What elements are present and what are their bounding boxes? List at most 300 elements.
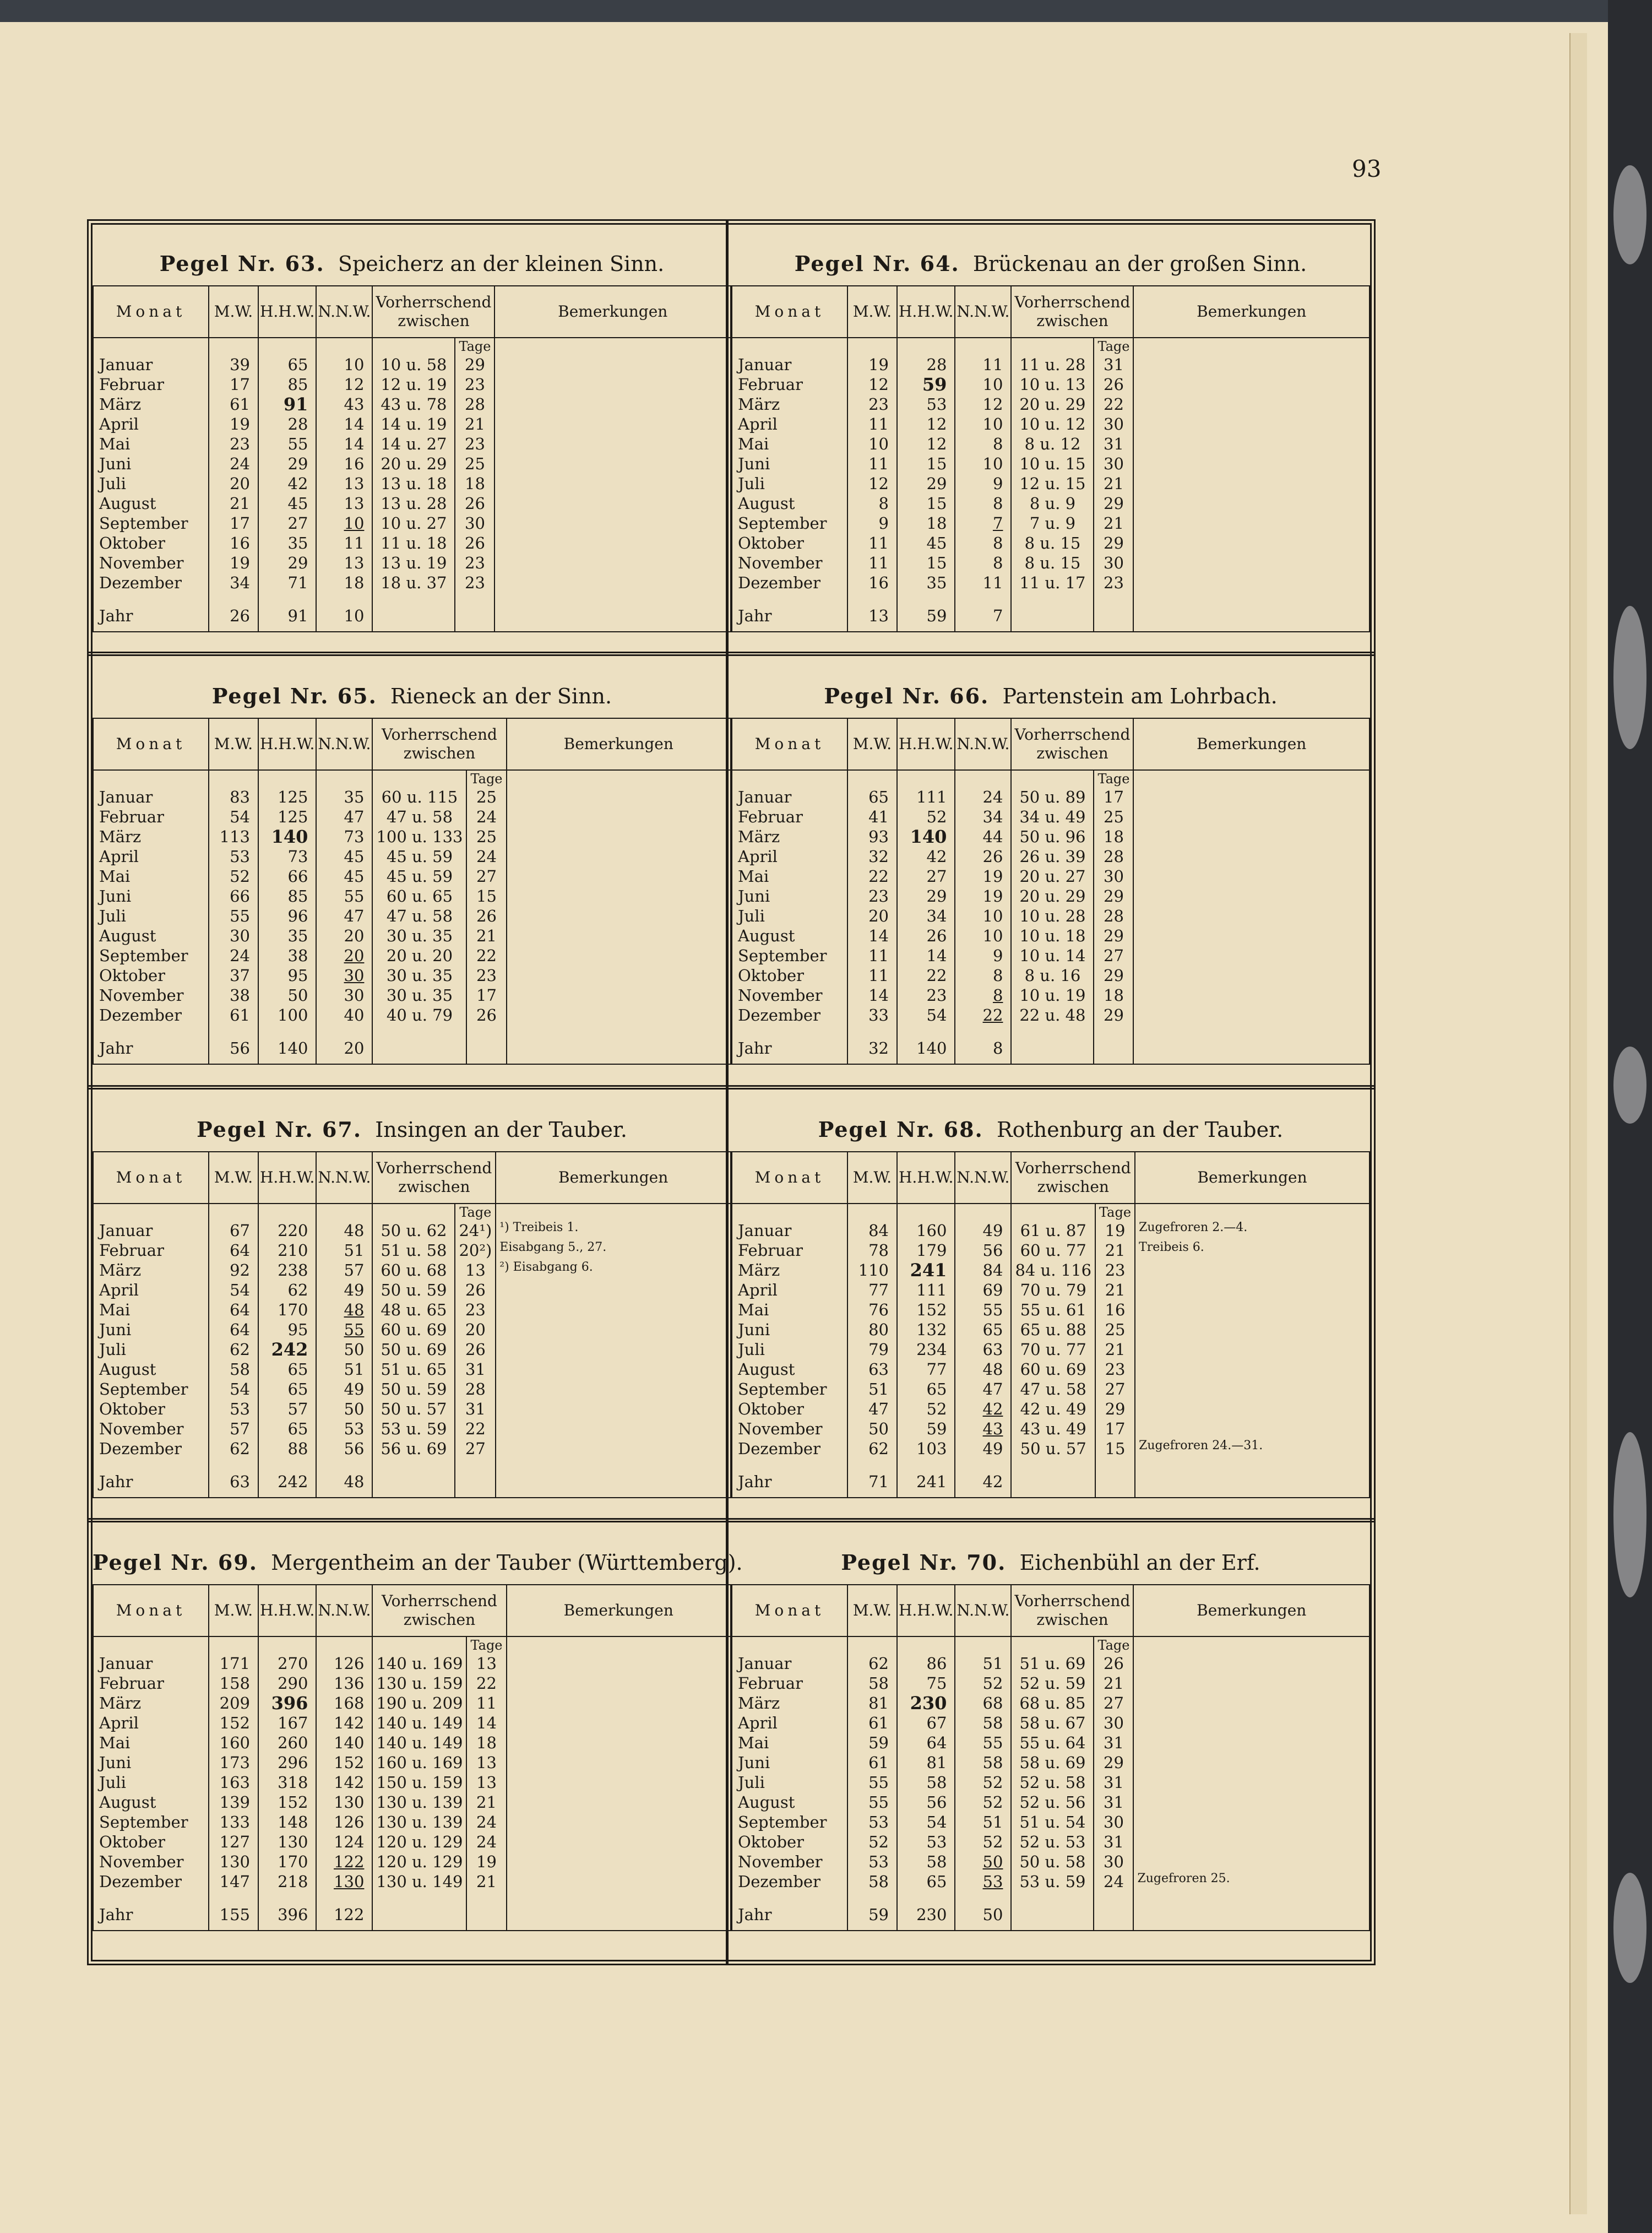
remarks-cell: [1133, 1733, 1370, 1753]
remarks-cell: [507, 866, 731, 886]
cell-value: März: [738, 1694, 780, 1712]
cell-value: 29: [926, 474, 947, 493]
table-cell: [258, 1221, 316, 1240]
table-cell: [955, 1379, 1011, 1399]
cell-value: 52 u. 53: [1019, 1833, 1086, 1851]
col-monat: Monat: [732, 718, 847, 770]
cell-value: 68: [982, 1694, 1003, 1712]
cell-value: Oktober: [738, 1833, 805, 1851]
table-cell: [847, 434, 897, 454]
cell-value: 14 u. 27: [381, 435, 447, 453]
cell-value: 30: [465, 514, 485, 533]
table-cell: [1094, 573, 1133, 593]
cell-value: 63: [982, 1340, 1003, 1359]
table-row: [93, 807, 731, 827]
cell-value: 80: [868, 1320, 889, 1339]
table-cell: [316, 1280, 372, 1300]
table-cell: [466, 1005, 506, 1025]
cell-value: August: [738, 494, 795, 513]
table-cell: [316, 375, 372, 394]
table-cell: [1011, 1792, 1094, 1812]
table-cell: [955, 1359, 1011, 1379]
cell-value: 84: [868, 1221, 889, 1240]
table-row: [93, 827, 731, 847]
remarks-cell: [1133, 1792, 1370, 1812]
cell-value: 43 u. 78: [381, 395, 447, 414]
table-cell: [897, 355, 955, 375]
remarks-cell: [1133, 513, 1370, 533]
cell-value: 100: [278, 1006, 308, 1025]
table-cell: [316, 946, 372, 966]
table-cell: [372, 1005, 466, 1025]
cell-value: 20 u. 27: [1019, 867, 1086, 886]
table-cell: [897, 1852, 955, 1872]
col-mw: M.W.: [209, 286, 258, 338]
table-cell: [258, 573, 316, 593]
table-cell: [258, 1733, 316, 1753]
cell-value: 27: [1104, 1694, 1124, 1712]
table-row: [732, 1280, 1370, 1300]
cell-value: 34: [982, 807, 1003, 826]
cell-value: 11: [476, 1694, 497, 1712]
cell-value: 29: [287, 454, 308, 473]
table-cell: [466, 886, 506, 906]
table-cell: [93, 513, 209, 533]
remarks-cell: [1133, 787, 1370, 807]
table-cell: [1011, 1320, 1095, 1340]
table-row: [732, 1753, 1370, 1773]
table-cell: [455, 494, 494, 513]
table-row: [93, 553, 731, 573]
table-cell: [372, 1359, 455, 1379]
remarks-cell: [1133, 906, 1370, 926]
cell-value: 7 u. 9: [1029, 514, 1076, 533]
table-cell: [847, 1379, 897, 1399]
table-cell: [897, 1340, 955, 1359]
cell-value: 95: [287, 1320, 308, 1339]
table-cell: [316, 1260, 372, 1280]
col-monat: Monat: [93, 1585, 209, 1636]
cell-value: 63: [868, 1360, 889, 1379]
remarks-cell: [1133, 827, 1370, 847]
table-cell: [1094, 1693, 1133, 1713]
cell-value: 85: [287, 375, 308, 394]
cell-value: 60 u. 77: [1020, 1241, 1086, 1260]
cell-value: 57: [230, 1419, 250, 1438]
table-cell: [1095, 1260, 1135, 1280]
table-cell: [455, 533, 494, 553]
cell-value: 58: [868, 1872, 889, 1891]
table-cell: [372, 1300, 455, 1320]
cell-value: 52: [926, 1400, 947, 1418]
table-cell: [93, 1792, 209, 1812]
cell-value: 43 u. 49: [1020, 1419, 1086, 1438]
table-cell: [93, 906, 209, 926]
table-row: [93, 454, 731, 474]
table-cell: [258, 946, 316, 966]
cell-value: 136: [334, 1674, 365, 1693]
table-cell: [258, 787, 316, 807]
cell-value: 152: [916, 1300, 947, 1319]
table-cell: [732, 1733, 847, 1753]
cell-value: 168: [334, 1694, 365, 1712]
cell-value: 60 u. 68: [381, 1261, 447, 1280]
cell-value: April: [99, 1714, 139, 1732]
year-value: 155: [209, 1899, 258, 1931]
cell-value: 81: [926, 1753, 947, 1772]
table-cell: [847, 1439, 897, 1459]
table-row: [732, 847, 1370, 866]
remarks-cell: [507, 946, 731, 966]
cell-value: 53: [868, 1813, 889, 1831]
table-cell: [1094, 1792, 1133, 1812]
table-cell: [455, 513, 494, 533]
remarks-cell: [507, 1773, 731, 1792]
table-cell: [847, 1419, 897, 1439]
zwischen-text: zwischen: [1036, 312, 1108, 330]
table-cell: [847, 1673, 897, 1693]
cell-value: 45: [926, 534, 947, 552]
cell-value: November: [99, 554, 184, 572]
cell-value: Dezember: [738, 573, 820, 592]
remarks-cell: [1135, 1340, 1370, 1359]
table-cell: [316, 1812, 372, 1832]
cell-value: 14: [476, 1714, 497, 1732]
cell-value: 84: [982, 1261, 1003, 1280]
table-cell: [316, 533, 372, 553]
cell-value: 171: [219, 1654, 250, 1673]
cell-value: 29: [1104, 1753, 1124, 1772]
table-cell: [847, 1320, 897, 1340]
cell-value: 242: [271, 1339, 308, 1360]
cell-value: 26: [476, 907, 497, 925]
table-cell: [93, 1221, 209, 1240]
table-cell: [732, 906, 847, 926]
cell-value: 21: [1104, 474, 1124, 493]
cell-value: 77: [868, 1281, 889, 1299]
cell-value: 64: [230, 1241, 250, 1260]
remarks-cell: [1133, 946, 1370, 966]
table-cell: [1094, 1812, 1133, 1832]
col-nnw: N.N.W.: [955, 718, 1011, 770]
cell-value: 58: [982, 1753, 1003, 1772]
table-cell: [455, 1280, 496, 1300]
table-cell: [1011, 847, 1094, 866]
table-cell: [372, 513, 455, 533]
cell-value: 47 u. 58: [1020, 1380, 1086, 1399]
table-cell: [955, 1852, 1011, 1872]
cell-value: 19: [1105, 1221, 1126, 1240]
table-cell: [466, 1713, 506, 1733]
table-cell: [466, 1832, 506, 1852]
cell-value: 122: [334, 1852, 365, 1871]
cell-value: Januar: [99, 1654, 153, 1673]
cell-value: Juni: [99, 1753, 132, 1772]
table-row: [732, 1733, 1370, 1753]
remarks-cell: [1133, 1005, 1370, 1025]
cell-value: 13: [344, 554, 365, 572]
cell-value: 125: [278, 807, 308, 826]
col-vorherrschend: [372, 286, 494, 338]
col-nnw: N.N.W.: [316, 286, 372, 338]
table-cell: [1011, 1359, 1095, 1379]
table-cell: [455, 394, 494, 414]
year-value: 140: [897, 1033, 955, 1064]
cell-value: 28: [465, 1380, 486, 1399]
table-cell: [258, 513, 316, 533]
cell-value: 69: [982, 1281, 1003, 1299]
year-value: 241: [897, 1466, 955, 1498]
remarks-cell: [1133, 533, 1370, 553]
table-cell: [732, 434, 847, 454]
table-cell: [847, 355, 897, 375]
table-cell: [258, 966, 316, 985]
table-cell: [732, 1379, 847, 1399]
table-cell: [372, 966, 466, 985]
cell-value: 21: [476, 1793, 497, 1812]
cell-value: 43: [982, 1419, 1003, 1438]
col-bemerkungen: Bemerkungen: [1133, 286, 1370, 338]
table-row: [93, 985, 731, 1005]
table-row: [732, 1359, 1370, 1379]
table-row: [732, 1654, 1370, 1673]
remarks-cell: [496, 1399, 731, 1419]
table-cell: [897, 414, 955, 434]
cell-value: 270: [278, 1654, 308, 1673]
cell-value: 13 u. 18: [381, 474, 447, 493]
cell-value: 9: [992, 946, 1003, 965]
table-cell: [316, 1379, 372, 1399]
cell-value: 61: [868, 1753, 889, 1772]
table-cell: [316, 414, 372, 434]
cell-value: 30 u. 35: [386, 966, 453, 985]
cell-value: 29: [1104, 1006, 1124, 1025]
table-cell: [1094, 513, 1133, 533]
table-cell: [955, 474, 1011, 494]
cell-value: 20: [868, 907, 889, 925]
cell-value: 10: [982, 926, 1003, 945]
table-row: [732, 1240, 1370, 1260]
cell-value: 18: [1104, 986, 1124, 1005]
table-row: [93, 1340, 731, 1359]
year-value: 140: [258, 1033, 316, 1064]
table-row: [93, 355, 731, 375]
cell-value: 13: [476, 1773, 497, 1792]
table-cell: [258, 1654, 316, 1673]
table-cell: [1094, 1753, 1133, 1773]
cell-value: 49: [982, 1221, 1003, 1240]
table-cell: [955, 1792, 1011, 1812]
cell-value: November: [738, 1419, 823, 1438]
table-row: [93, 474, 731, 494]
table-cell: [847, 787, 897, 807]
remarks-cell: [494, 394, 731, 414]
note: ¹) Treibeis 1.: [499, 1221, 579, 1234]
remarks-cell: [1135, 1300, 1370, 1320]
table-cell: [1094, 1005, 1133, 1025]
table-cell: [455, 355, 494, 375]
table-row: [93, 787, 731, 807]
table-cell: [93, 926, 209, 946]
table-cell: [258, 827, 316, 847]
table-cell: [316, 866, 372, 886]
table-cell: [1094, 787, 1133, 807]
cell-value: 18: [1104, 827, 1124, 846]
table-cell: [732, 1773, 847, 1792]
cell-value: 50 u. 59: [381, 1281, 447, 1299]
cell-value: 126: [334, 1813, 365, 1831]
table-row: [93, 414, 731, 434]
cell-value: 44: [982, 827, 1003, 846]
table-row: [93, 434, 731, 454]
table-cell: [897, 827, 955, 847]
table-cell: [209, 1399, 258, 1419]
table-cell: [732, 394, 847, 414]
cell-value: 65: [287, 355, 308, 374]
table-cell: [897, 1832, 955, 1852]
cell-value: 19: [868, 355, 889, 374]
remarks-cell: [1133, 1753, 1370, 1773]
year-value: 63: [209, 1466, 258, 1498]
cell-value: 8 u. 12: [1024, 435, 1081, 453]
cell-value: 130 u. 139: [376, 1793, 463, 1812]
cell-value: 54: [926, 1006, 947, 1025]
remarks-cell: [1133, 1852, 1370, 1872]
table-cell: [732, 1399, 847, 1419]
cell-value: 21: [1104, 514, 1124, 533]
cell-value: 54: [230, 807, 250, 826]
table-cell: [258, 1832, 316, 1852]
table-cell: [372, 1792, 466, 1812]
table-cell: [897, 1005, 955, 1025]
year-row: [93, 1899, 731, 1931]
table-row: [732, 1872, 1370, 1891]
cell-value: 11: [868, 946, 889, 965]
table-cell: [1094, 985, 1133, 1005]
table-cell: [897, 1773, 955, 1792]
note: ²) Eisabgang 6.: [499, 1260, 593, 1274]
cell-value: 23: [1104, 573, 1124, 592]
table-cell: [372, 807, 466, 827]
cell-value: 23: [465, 554, 485, 572]
col-monat: Monat: [732, 1585, 847, 1636]
table-cell: [372, 1812, 466, 1832]
cell-value: 22: [476, 946, 497, 965]
table-cell: [1094, 533, 1133, 553]
table-cell: [209, 1320, 258, 1340]
table-cell: [1011, 434, 1094, 454]
cell-value: 47: [344, 907, 365, 925]
table-cell: [847, 533, 897, 553]
table-row: [732, 1852, 1370, 1872]
cell-value: 51 u. 69: [1019, 1654, 1086, 1673]
cell-value: Februar: [99, 375, 164, 394]
table-cell: [372, 827, 466, 847]
cell-value: August: [738, 1360, 795, 1379]
cell-value: 27: [1104, 946, 1124, 965]
table-cell: [1011, 573, 1094, 593]
table-cell: [897, 1221, 955, 1240]
cell-value: 10: [344, 355, 365, 374]
table-cell: [316, 434, 372, 454]
cell-value: 139: [219, 1793, 250, 1812]
table-row: [732, 1713, 1370, 1733]
table-cell: [316, 1221, 372, 1240]
cell-value: 120 u. 129: [376, 1833, 463, 1851]
table-cell: [955, 1439, 1011, 1459]
table-cell: [258, 474, 316, 494]
table-cell: [93, 573, 209, 593]
table-cell: [372, 394, 455, 414]
table-row: [93, 1654, 731, 1673]
table-cell: [955, 1872, 1011, 1891]
table-cell: [209, 1654, 258, 1673]
table-cell: [209, 966, 258, 985]
table-cell: [209, 1340, 258, 1359]
remarks-cell: [1133, 1872, 1370, 1891]
cell-value: Juli: [99, 907, 126, 925]
remarks-cell: [496, 1221, 731, 1240]
gauge-section: [731, 1541, 1370, 1931]
remarks-cell: [507, 1733, 731, 1753]
table-cell: [372, 847, 466, 866]
cell-value: 49: [982, 1439, 1003, 1458]
col-monat: Monat: [732, 286, 847, 338]
cell-value: 16: [230, 534, 250, 552]
table-cell: [847, 886, 897, 906]
cell-value: 38: [287, 946, 308, 965]
table-cell: [316, 847, 372, 866]
table-cell: [316, 1240, 372, 1260]
table-cell: [847, 1340, 897, 1359]
table-cell: [258, 1792, 316, 1812]
col-nnw: N.N.W.: [955, 1585, 1011, 1636]
cell-value: 55 u. 64: [1019, 1733, 1086, 1752]
cell-value: 13: [476, 1753, 497, 1772]
table-cell: [258, 553, 316, 573]
cell-value: Februar: [738, 375, 803, 394]
year-row: [93, 600, 731, 632]
cell-value: 10: [982, 415, 1003, 433]
cell-value: Januar: [99, 355, 153, 374]
remarks-cell: [507, 847, 731, 866]
cell-value: 45: [344, 847, 365, 866]
remarks-cell: [507, 1832, 731, 1852]
cell-value: November: [738, 986, 823, 1005]
remarks-cell: [496, 1359, 731, 1379]
cell-value: 60 u. 65: [386, 887, 453, 906]
table-cell: [209, 1280, 258, 1300]
table-cell: [209, 985, 258, 1005]
remarks-cell: [494, 434, 731, 454]
cell-value: 76: [868, 1300, 889, 1319]
cell-value: 26: [926, 926, 947, 945]
vorherrschend-text: Vorherrschend: [1014, 293, 1131, 311]
cell-value: 55: [287, 435, 308, 453]
table-cell: [258, 1673, 316, 1693]
cell-value: Juni: [738, 1320, 770, 1339]
table-cell: [732, 926, 847, 946]
cell-value: 52: [982, 1833, 1003, 1851]
col-bemerkungen: Bemerkungen: [1135, 1152, 1370, 1204]
table-cell: [1011, 1280, 1095, 1300]
table-cell: [455, 1399, 496, 1419]
table-cell: [897, 1753, 955, 1773]
table-cell: [955, 1832, 1011, 1852]
table-cell: [258, 886, 316, 906]
remarks-cell: [507, 1005, 731, 1025]
cell-value: Juni: [99, 1320, 132, 1339]
